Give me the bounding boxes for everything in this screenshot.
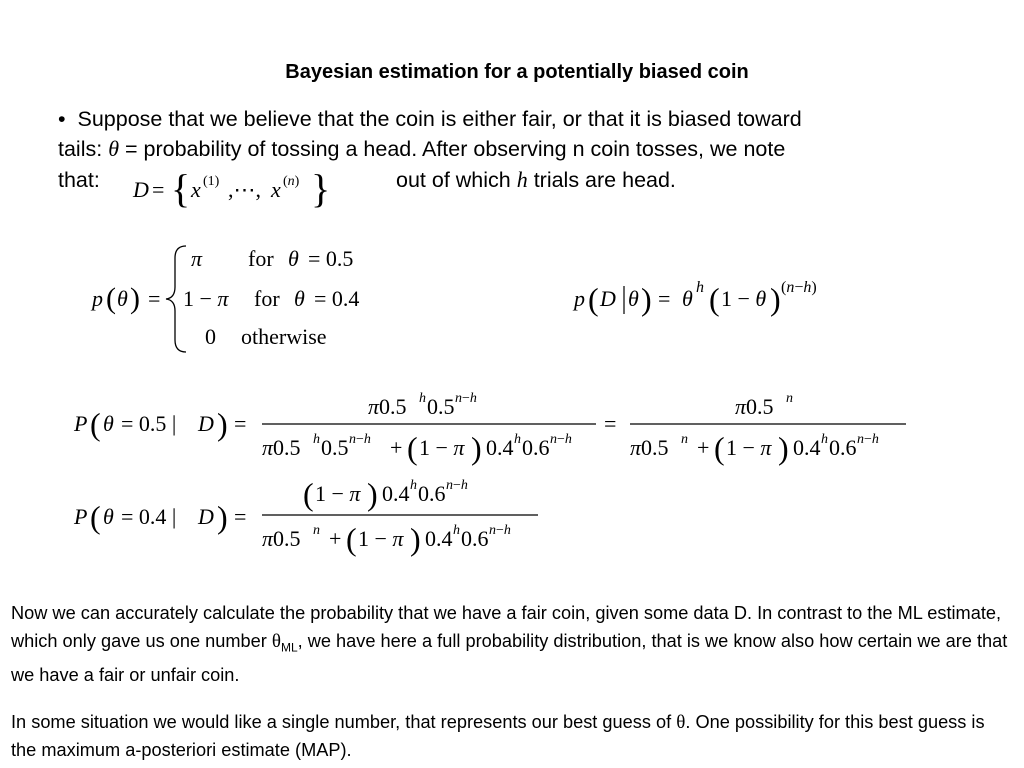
svg-text:}: } — [311, 166, 331, 211]
svg-text:(: ( — [407, 430, 418, 466]
svg-text:π0.5: π0.5 — [630, 435, 669, 460]
svg-text:n: n — [786, 391, 793, 406]
svg-text:= 0.4: = 0.4 — [314, 286, 360, 311]
svg-text:1 − θ: 1 − θ — [721, 286, 767, 311]
svg-text:x: x — [271, 177, 281, 202]
slide-title: Bayesian estimation for a potentially biased coin — [285, 61, 749, 83]
svg-text:(: ( — [106, 282, 116, 315]
svg-text:θ: θ — [288, 246, 299, 271]
svg-text:for: for — [248, 246, 274, 271]
svg-text:p: p — [92, 286, 103, 311]
svg-text:0.4: 0.4 — [793, 435, 821, 460]
h-symbol: h — [516, 167, 528, 192]
theta-ml-symbol: θ — [271, 630, 281, 652]
svg-text:otherwise: otherwise — [241, 324, 327, 349]
svg-text:): ) — [367, 476, 378, 512]
svg-text:D: D — [133, 177, 149, 202]
svg-text:=: = — [152, 177, 165, 202]
svg-text:): ) — [770, 281, 781, 317]
svg-text:0.5: 0.5 — [427, 394, 455, 419]
svg-text:(: ( — [90, 499, 101, 535]
svg-text:π0.5: π0.5 — [368, 394, 407, 419]
theta-symbol-2: θ — [676, 712, 686, 733]
svg-text:=: = — [658, 286, 671, 311]
svg-text:h: h — [313, 432, 320, 447]
bullet-text-tails: tails: — [58, 137, 109, 161]
svg-text:π: π — [191, 246, 203, 271]
svg-text:= 0.5 |: = 0.5 | — [121, 411, 177, 436]
svg-text:P: P — [74, 504, 88, 529]
svg-text:p: p — [574, 286, 585, 311]
bullet-marker: • — [58, 107, 66, 131]
svg-text:for: for — [254, 286, 280, 311]
svg-text:(: ( — [303, 476, 314, 512]
svg-text:n−h: n−h — [349, 432, 371, 447]
svg-text:(1): (1) — [203, 174, 220, 189]
theta-symbol: θ — [108, 136, 119, 161]
svg-text:θ: θ — [117, 286, 128, 311]
svg-text:0.4: 0.4 — [382, 481, 410, 506]
paragraph2-text-b: . One possibility for this best guess is the maximum a-posteriori estimate (MAP). — [11, 712, 985, 760]
svg-text:0: 0 — [205, 324, 216, 349]
svg-text:): ) — [641, 281, 652, 317]
equation-posterior-biased — [73, 476, 538, 557]
svg-text:= 0.5: = 0.5 — [308, 246, 354, 271]
svg-text:= 0.4 |: = 0.4 | — [121, 504, 177, 529]
svg-text:+: + — [697, 435, 710, 460]
svg-text:1 − π: 1 − π — [419, 435, 465, 460]
svg-text:+: + — [390, 435, 403, 460]
svg-text:h: h — [514, 432, 521, 447]
svg-text:1 − π: 1 − π — [358, 526, 404, 551]
bullet-text: Suppose that we believe that the coin is either fair, or that it is biased toward — [77, 107, 802, 131]
equation-data-set — [132, 166, 330, 211]
svg-text:h: h — [419, 391, 426, 406]
ml-subscript: ML — [280, 640, 298, 655]
svg-text:n−h: n−h — [446, 478, 468, 493]
svg-text:(: ( — [346, 521, 357, 557]
svg-text:h: h — [410, 478, 417, 493]
svg-text:n−h: n−h — [489, 523, 511, 538]
svg-text:(n−h): (n−h) — [781, 279, 817, 296]
svg-text:0.6: 0.6 — [418, 481, 446, 506]
svg-text:n−h: n−h — [857, 432, 879, 447]
svg-text:θ: θ — [294, 286, 305, 311]
svg-text:(: ( — [90, 406, 101, 442]
svg-text:D: D — [198, 411, 214, 436]
svg-text:(: ( — [709, 281, 720, 317]
svg-text:θ: θ — [682, 286, 693, 311]
svg-text:=: = — [604, 411, 617, 436]
svg-text:h: h — [696, 279, 704, 296]
svg-text:+: + — [329, 526, 342, 551]
svg-text:(n): (n) — [283, 174, 300, 189]
paragraph2-text-a: In some situation we would like a single number, that represents our best guess of — [11, 712, 677, 732]
svg-text:n: n — [681, 432, 688, 447]
paragraph1-text-b: , we have here a full probability distribution, that is we know also how certain we are that we have a fair or unfair coin. — [11, 630, 1008, 685]
svg-text:θ: θ — [103, 504, 114, 529]
svg-text:{: { — [171, 166, 191, 211]
svg-text:0.6: 0.6 — [461, 526, 489, 551]
svg-text:n−h: n−h — [455, 391, 477, 406]
svg-text:): ) — [471, 430, 482, 466]
svg-text:): ) — [217, 406, 228, 442]
svg-text:D: D — [600, 286, 616, 311]
svg-text:0.4: 0.4 — [486, 435, 514, 460]
svg-text:0.6: 0.6 — [522, 435, 550, 460]
paragraph-ml-comparison — [11, 600, 1011, 689]
svg-text:): ) — [778, 430, 789, 466]
svg-text:=: = — [234, 504, 247, 529]
svg-text:0.5: 0.5 — [321, 435, 349, 460]
svg-text:h: h — [821, 432, 828, 447]
svg-text:π0.5: π0.5 — [262, 435, 301, 460]
svg-text:π0.5: π0.5 — [735, 394, 774, 419]
svg-text:n−h: n−h — [550, 432, 572, 447]
svg-text:(: ( — [714, 430, 725, 466]
svg-text:θ: θ — [103, 411, 114, 436]
svg-text:): ) — [130, 282, 140, 315]
svg-text:=: = — [148, 286, 161, 311]
equation-likelihood — [572, 279, 817, 317]
svg-text:): ) — [410, 521, 421, 557]
bullet-text-outof: out of which — [396, 168, 517, 192]
svg-text:=: = — [234, 411, 247, 436]
svg-text:(: ( — [588, 281, 599, 317]
equation-prior — [90, 246, 359, 352]
svg-text:θ: θ — [628, 286, 639, 311]
svg-text:π0.5: π0.5 — [262, 526, 301, 551]
svg-text:h: h — [453, 523, 460, 538]
svg-text:1 − π: 1 − π — [183, 286, 229, 311]
svg-text:,⋯,: ,⋯, — [228, 177, 261, 202]
svg-text:0.6: 0.6 — [829, 435, 857, 460]
svg-text:P: P — [74, 411, 88, 436]
svg-text:D: D — [198, 504, 214, 529]
svg-text:x: x — [191, 177, 201, 202]
equation-posterior-fair — [73, 391, 906, 466]
svg-text:0.4: 0.4 — [425, 526, 453, 551]
bullet-line-3a: that: — [58, 168, 100, 192]
svg-text:1 − π: 1 − π — [315, 481, 361, 506]
svg-text:n: n — [313, 523, 320, 538]
bullet-text-probability: = probability of tossing a head. After observing n coin tosses, we note — [119, 137, 786, 161]
svg-text:1 − π: 1 − π — [726, 435, 772, 460]
paragraph-map — [11, 709, 1011, 764]
bullet-text-trials: trials are head. — [527, 168, 676, 192]
svg-text:): ) — [217, 499, 228, 535]
paragraph1-text-a: Now we can accurately calculate the probability that we have a fair coin, given some data D. In contrast to the ML estimate, which only gave us one number — [11, 603, 1002, 651]
